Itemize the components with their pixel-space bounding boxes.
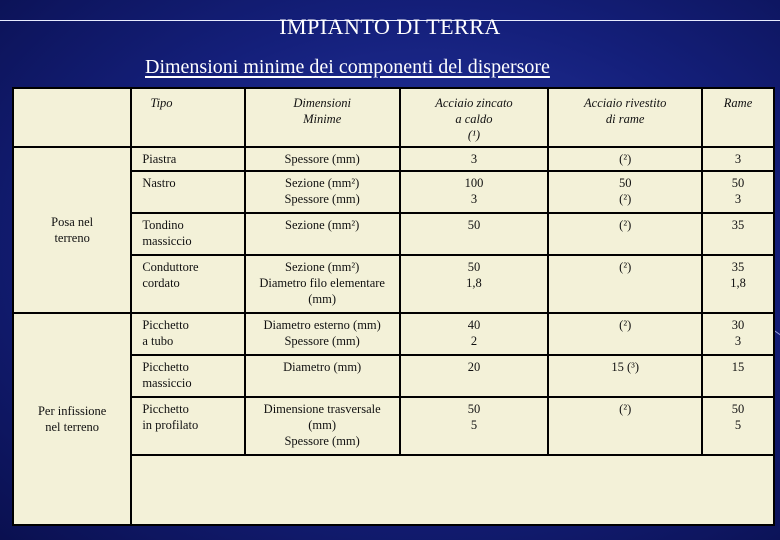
group-per-infissione: Per infissione nel terreno [13,313,131,525]
cell-acciaio-zincato: 50 5 [400,397,549,455]
header-dimensioni: Dimensioni Minime [245,88,400,147]
cell-dimensioni: Diametro esterno (mm) Spessore (mm) [245,313,400,355]
cell-acciaio-zincato: 3 [400,147,549,171]
cell-acciaio-zincato: 40 2 [400,313,549,355]
cell-rame: 35 [702,213,774,255]
cell-acciaio-rivestito: (²) [548,397,702,455]
dimensions-table [12,87,775,526]
cell-acciaio-zincato: 20 [400,355,549,397]
cell-acciaio-rivestito: (²) [548,213,702,255]
cell-dimensioni: Spessore (mm) [245,147,400,171]
cell-rame: 3 [702,147,774,171]
cell-dimensioni: Sezione (mm²) [245,213,400,255]
cell-tipo: Tondino massiccio [131,213,244,255]
table-row [13,313,774,355]
page-subtitle: Dimensioni minime dei componenti del dispersore [145,56,550,78]
cell-rame: 35 1,8 [702,255,774,313]
cell-dimensioni: Sezione (mm²) Spessore (mm) [245,171,400,213]
table-header-row [13,88,774,147]
empty-cell [131,455,774,525]
cell-rame: 50 3 [702,171,774,213]
cell-dimensioni: Sezione (mm²) Diametro filo elementare (mm) [245,255,400,313]
header-tipo: Tipo [131,88,244,147]
cell-acciaio-rivestito: (²) [548,313,702,355]
cell-tipo: Picchetto massiccio [131,355,244,397]
cell-dimensioni: Dimensione trasversale (mm) Spessore (mm) [245,397,400,455]
cell-tipo: Piastra [131,147,244,171]
cell-acciaio-zincato: 100 3 [400,171,549,213]
page-title: IMPIANTO DI TERRA [279,14,501,39]
cell-rame: 15 [702,355,774,397]
cell-rame: 30 3 [702,313,774,355]
cell-tipo: Picchetto a tubo [131,313,244,355]
header-empty-cell [13,88,131,147]
header-acciaio-rivestito: Acciaio rivestito di rame [548,88,702,147]
cell-acciaio-zincato: 50 1,8 [400,255,549,313]
cell-dimensioni: Diametro (mm) [245,355,400,397]
header-rame: Rame [702,88,774,147]
cell-acciaio-rivestito: (²) [548,255,702,313]
cell-acciaio-zincato: 50 [400,213,549,255]
cell-tipo: Picchetto in profilato [131,397,244,455]
header-acciaio-zincato: Acciaio zincato a caldo (¹) [400,88,549,147]
cell-tipo: Nastro [131,171,244,213]
cell-acciaio-rivestito: (²) [548,147,702,171]
cell-acciaio-rivestito: 50 (²) [548,171,702,213]
group-posa-nel-terreno: Posa nel terreno [13,147,131,313]
cell-tipo: Conduttore cordato [131,255,244,313]
cell-rame: 50 5 [702,397,774,455]
table-row [13,147,774,171]
cell-acciaio-rivestito: 15 (³) [548,355,702,397]
